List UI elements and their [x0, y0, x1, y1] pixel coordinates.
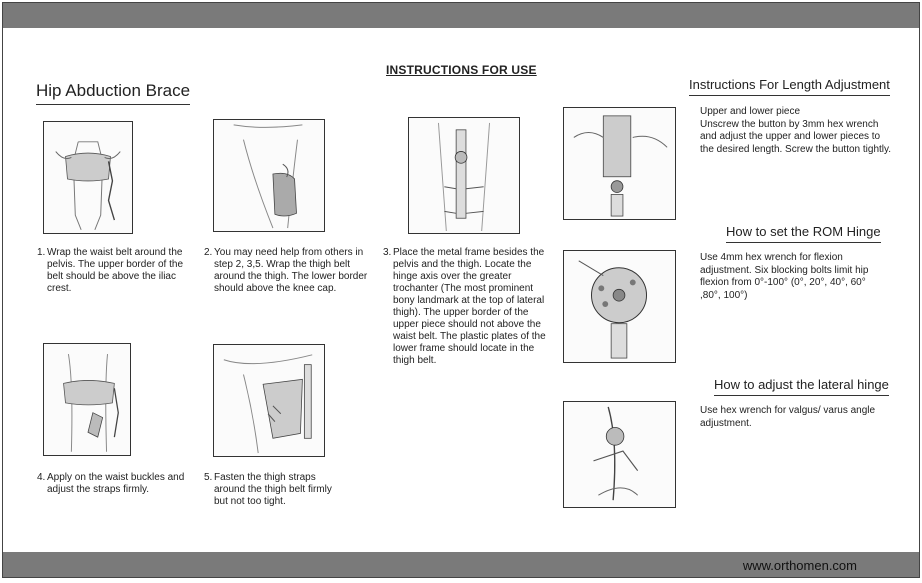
step-5-description: Fasten the thigh straps around the thigh belt firmly but not too tight.	[214, 472, 332, 507]
step-1-illustration	[43, 121, 133, 234]
step-1-description: Wrap the waist belt around the pelvis. The upper border of the belt should be above the iliac crest.	[47, 247, 184, 294]
length-adjustment-text: Upper and lower piece Unscrew the button by 3mm hex wrench and adjust the upper and lower pieces to the desired length. Screw the button tightly.	[700, 106, 892, 155]
step-4-number: 4.	[37, 472, 46, 483]
rom-hinge-title: How to set the ROM Hinge	[726, 224, 881, 243]
rom-hinge-illustration	[563, 250, 676, 363]
step-2-illustration	[213, 119, 325, 232]
website-link[interactable]: www.orthomen.com	[742, 558, 857, 573]
step-5-number: 5.	[204, 472, 213, 483]
step-3-text	[383, 247, 547, 367]
step-1-number: 1.	[37, 247, 46, 258]
step-3-number: 3.	[383, 247, 392, 258]
lateral-hinge-title: How to adjust the lateral hinge	[714, 377, 889, 396]
step-4-text	[37, 472, 187, 496]
step-1-text	[37, 247, 187, 295]
bottom-bar	[3, 552, 919, 577]
length-adjustment-illustration	[563, 107, 676, 220]
step-3-description: Place the metal frame besides the pelvis and the thigh. Locate the hinge axis over the greater trochanter (The most prominent bony landmark at the top of lateral thigh). The upper border of the upper piece should not above the waist belt. The plastic plates of the lower frame should locate in the thigh belt.	[393, 247, 546, 366]
step-5-text	[204, 472, 334, 508]
lateral-hinge-illustration	[563, 401, 676, 508]
step-4-description: Apply on the waist buckles and adjust the straps firmly.	[47, 472, 185, 495]
step-5-illustration	[213, 344, 325, 457]
step-2-number: 2.	[204, 247, 213, 258]
top-bar	[3, 3, 919, 28]
step-2-description: You may need help from others in step 2, 3,5. Wrap the thigh belt around the thigh. The lower border should above the knee cap.	[214, 247, 368, 294]
rom-hinge-text: Use 4mm hex wrench for flexion adjustment. Six blocking bolts limit hip flexion from 0°-100° (0°, 20°, 40°, 60° ,80°, 100°)	[700, 252, 869, 301]
step-4-illustration	[43, 343, 131, 456]
instruction-sheet	[2, 2, 920, 578]
step-2-text	[204, 247, 372, 295]
lateral-hinge-text: Use hex wrench for valgus/ varus angle adjustment.	[700, 405, 876, 429]
product-title: Hip Abduction Brace	[36, 81, 190, 105]
length-adjustment-title: Instructions For Length Adjustment	[689, 77, 890, 96]
step-3-illustration	[408, 117, 520, 234]
instructions-heading: INSTRUCTIONS FOR USE	[386, 63, 537, 77]
